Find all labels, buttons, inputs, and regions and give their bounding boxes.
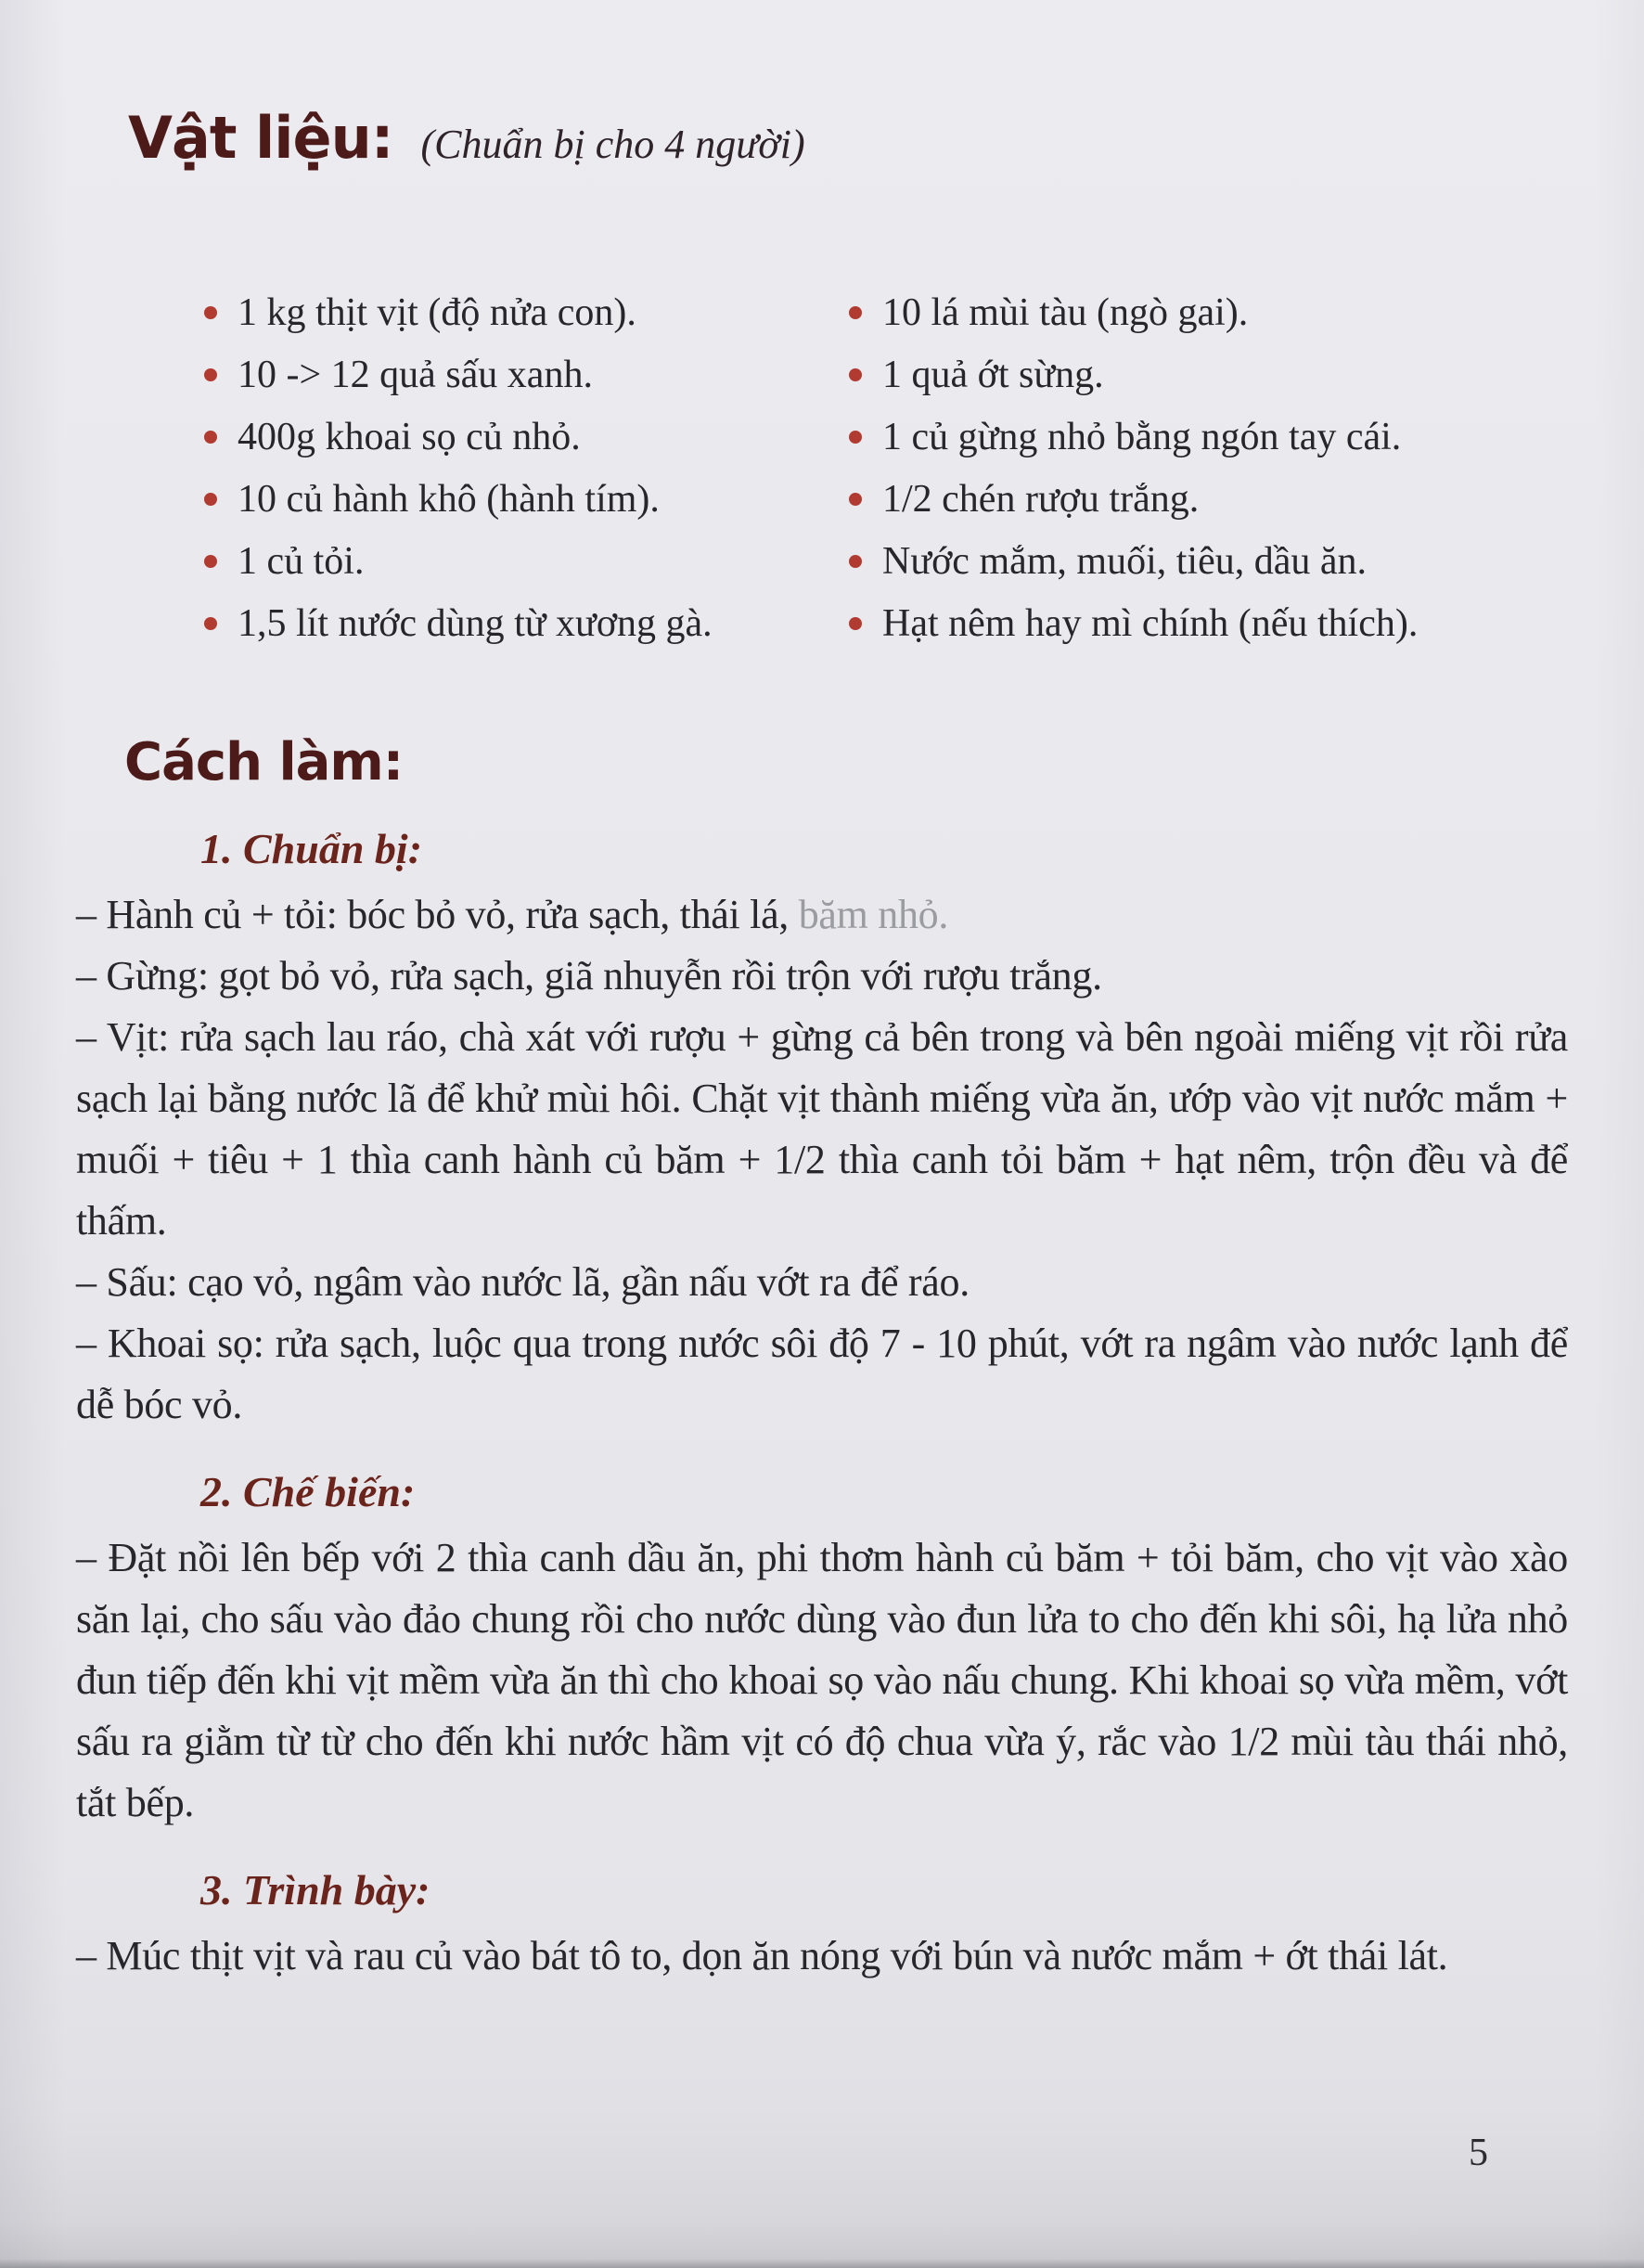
ingredient-text: 1,5 lít nước dùng từ xương gà. [238,601,713,645]
paragraph: – Gừng: gọt bỏ vỏ, rửa sạch, giã nhuyễn rồi trộn với rượu trắng. [76,953,1102,999]
page-edge-shadow [0,2259,1644,2268]
ingredient-text: 10 -> 12 quả sấu xanh. [238,353,593,396]
paragraph: – Sấu: cạo vỏ, ngâm vào nước lã, gần nấu vớt ra để ráo. [76,1259,970,1305]
page-number: 5 [1469,2132,1488,2174]
ingredient-item [204,281,849,343]
section-heading: 2. Chế biến: [200,1468,416,1515]
ingredients-column-left [204,281,849,654]
ingredient-item [849,592,1568,654]
ingredients-title: Vật liệu: [128,104,393,172]
ingredient-text: 1 kg thịt vịt (độ nửa con). [238,290,636,334]
bullet-icon [204,431,217,444]
paragraph: – Múc thịt vịt và rau củ vào bát tô to, dọn ăn nóng với bún và nước mắm + ớt thái lát. [76,1933,1448,1978]
section-heading: 1. Chuẩn bị: [200,825,423,872]
method-title: Cách làm: [124,732,404,793]
bullet-icon [204,555,217,568]
ingredient-item [849,530,1568,592]
bullet-icon [849,493,862,506]
ingredient-text: 1 quả ớt sừng. [882,353,1104,396]
bullet-icon [204,617,217,630]
ingredient-item [204,406,849,468]
paragraph [76,884,1568,946]
paragraph: – Vịt: rửa sạch lau ráo, chà xát với rượu + gừng cả bên trong và bên ngoài miếng vịt rồi rửa sạch lại bằng nước lã để khử mùi hôi. Chặt vịt thành miếng vừa ăn, ướp vào vịt nước mắm + muối + tiêu + 1 thìa canh hành củ băm + 1/2 thìa canh tỏi băm + hạt nêm, trộn đều và để thấm. [76,1014,1568,1244]
ingredient-item [204,343,849,406]
bullet-icon [849,431,862,444]
ingredients-column-right [849,281,1568,654]
method-section-serving [76,1865,1568,1987]
ingredient-text: 10 lá mùi tàu (ngò gai). [882,290,1249,334]
paragraph-text-faded: băm nhỏ. [798,892,949,937]
method-section-preparation [76,824,1568,1436]
bullet-icon [849,368,862,381]
ingredients-section [76,281,1568,654]
ingredient-item [204,468,849,530]
ingredient-text: 1 củ gừng nhỏ bằng ngón tay cái. [882,415,1402,458]
bullet-icon [849,555,862,568]
paragraph: – Khoai sọ: rửa sạch, luộc qua trong nước sôi độ 7 - 10 phút, vớt ra ngâm vào nước lạnh để dễ bóc vỏ. [76,1321,1568,1427]
page-content [0,104,1644,1987]
ingredient-item [849,281,1568,343]
ingredient-text: 1/2 chén rượu trắng. [882,477,1200,521]
ingredient-text: Hạt nêm hay mì chính (nếu thích). [882,601,1419,645]
section-heading: 3. Trình bày: [200,1866,430,1914]
bullet-icon [204,493,217,506]
ingredient-text: 400g khoai sọ củ nhỏ. [238,415,581,458]
ingredient-item [849,406,1568,468]
bullet-icon [204,368,217,381]
bullet-icon [849,306,862,319]
ingredient-text: 1 củ tỏi. [238,539,365,583]
paragraph-text: – Hành củ + tỏi: bóc bỏ vỏ, rửa sạch, thái lá, [76,892,799,937]
bullet-icon [204,306,217,319]
ingredient-item [849,343,1568,406]
ingredient-text: Nước mắm, muối, tiêu, dầu ăn. [882,539,1368,583]
ingredient-item [204,592,849,654]
ingredients-header [128,104,1568,172]
ingredient-item [849,468,1568,530]
ingredient-item [204,530,849,592]
paragraph: – Đặt nồi lên bếp với 2 thìa canh dầu ăn, phi thơm hành củ băm + tỏi băm, cho vịt vào xào săn lại, cho sấu vào đảo chung rồi cho nước dùng vào đun lửa to cho đến khi sôi, hạ lửa nhỏ đun tiếp đến khi vịt mềm vừa ăn thì cho khoai sọ vào nấu chung. Khi khoai sọ vừa mềm, vớt sấu ra giằm từ từ cho đến khi nước hầm vịt có độ chua vừa ý, rắc vào 1/2 mùi tàu thái nhỏ, tắt bếp. [76,1535,1568,1825]
servings-note: (Chuẩn bị cho 4 người) [420,122,805,167]
method-section-cooking [76,1467,1568,1834]
ingredient-text: 10 củ hành khô (hành tím). [238,477,660,521]
bullet-icon [849,617,862,630]
